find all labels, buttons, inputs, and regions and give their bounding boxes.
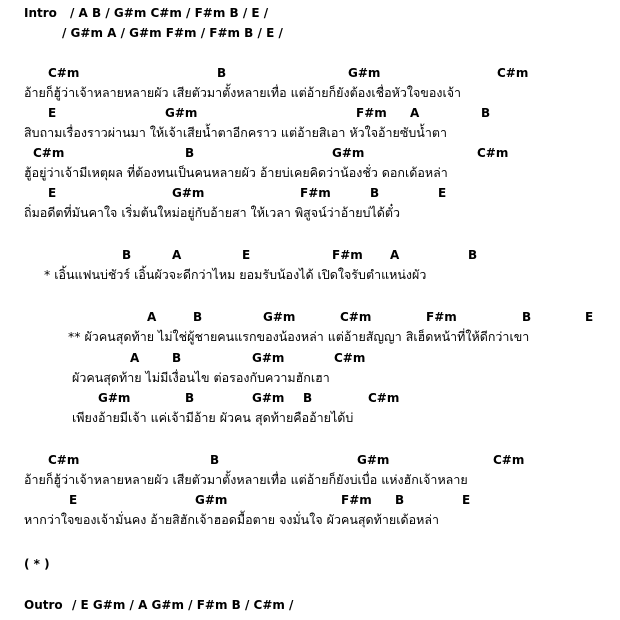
lyric-line: หากว่าใจของเจ้ามั่นคง อ้ายสิฮักเจ้าฮอดมื้อตาย จงมั่นใจ ผัวคนสุดท้ายเด้อหล่า — [24, 512, 440, 527]
chord: E — [585, 310, 594, 324]
chord: F#m — [341, 493, 372, 507]
chord: F#m — [426, 310, 457, 324]
chord: B — [185, 391, 195, 405]
chord: C#m — [33, 146, 65, 160]
intro-chords-2: / G#m A / G#m F#m / F#m B / E / — [62, 26, 283, 40]
chord: A — [390, 248, 400, 262]
chord: G#m — [252, 391, 285, 405]
chord: C#m — [48, 66, 80, 80]
chord: B — [172, 351, 182, 365]
intro-label: Intro — [24, 6, 57, 20]
chord: B — [481, 106, 491, 120]
chord: G#m — [172, 186, 205, 200]
chord: E — [242, 248, 251, 262]
chord: G#m — [263, 310, 296, 324]
chord: C#m — [334, 351, 366, 365]
lyric-line: ผัวคนสุดท้าย ไม่มีเงื่อนไข ต่อรองกับความฮักเฮา — [72, 370, 330, 385]
intro-chords-1: / A B / G#m C#m / F#m B / E / — [70, 6, 269, 20]
outro-chords: / E G#m / A G#m / F#m B / C#m / — [72, 598, 294, 612]
lyric-line: อ้ายก็ฮู้ว่าเจ้าหลายหลายผัว เสียตัวมาตั้งหลายเทื่อ แต่อ้ายก็ยังต้องเชื่อหัวใจของเจ้า — [24, 85, 462, 100]
chord: E — [438, 186, 447, 200]
lyric-line: ถิ่มอดีตที่มันคาใจ เริ่มต้นใหม่อยู่กับอ้ายสา ให้เวลา พิสูจน์ว่าอ้ายบ่ได้ตั๋ว — [24, 205, 401, 220]
chord: B — [185, 146, 195, 160]
chord: A — [410, 106, 420, 120]
chord: G#m — [357, 453, 390, 467]
chord: B — [210, 453, 220, 467]
outro-label: Outro — [24, 598, 63, 612]
chord: B — [468, 248, 478, 262]
chord: A — [130, 351, 140, 365]
chord: F#m — [300, 186, 331, 200]
chord: F#m — [356, 106, 387, 120]
chord: B — [193, 310, 203, 324]
chord: G#m — [165, 106, 198, 120]
chord: B — [303, 391, 313, 405]
chord: C#m — [497, 66, 529, 80]
chord: B — [122, 248, 132, 262]
chord: G#m — [348, 66, 381, 80]
chord: C#m — [477, 146, 509, 160]
chord: G#m — [252, 351, 285, 365]
lyric-line: * เอิ้นแฟนบ่ชัวร์ เอิ้นผัวจะดีกว่าไหม ยอมรับน้องได้ เปิดใจรับตำแหน่งผัว — [44, 267, 427, 282]
chord: C#m — [48, 453, 80, 467]
repeat-marker: ( * ) — [24, 557, 50, 571]
chord: C#m — [340, 310, 372, 324]
chord: C#m — [368, 391, 400, 405]
chord: G#m — [332, 146, 365, 160]
chord: C#m — [493, 453, 525, 467]
chord: E — [48, 186, 57, 200]
chord: B — [217, 66, 227, 80]
chord: F#m — [332, 248, 363, 262]
chord: B — [522, 310, 532, 324]
chord: E — [48, 106, 57, 120]
chord: E — [462, 493, 471, 507]
chord: B — [370, 186, 380, 200]
chord: G#m — [98, 391, 131, 405]
lyric-line: เพียงอ้ายมีเจ้า แค่เจ้ามีอ้าย ผัวคน สุดท้ายคืออ้ายได้บ่ — [72, 410, 354, 425]
chord: E — [69, 493, 78, 507]
chord: B — [395, 493, 405, 507]
lyric-line: ฮู้อยู่ว่าเจ้ามีเหตุผล ที่ต้องทนเป็นคนหลายผัว อ้ายบ่เคยคิดว่าน้องชั่ว ดอกเด้อหล่า — [24, 165, 448, 180]
lyric-line: ** ผัวคนสุดท้าย ไม่ใช่ผู้ชายคนแรกของน้องหล่า แต่อ้ายสัญญา สิเฮ็ดหน้าที่ให้ดีกว่าเขา — [68, 329, 530, 344]
chord: A — [172, 248, 182, 262]
lyric-line: อ้ายก็ฮู้ว่าเจ้าหลายหลายผัว เสียตัวมาตั้งหลายเทื่อ แต่อ้ายก็ยังบ่เบื่อ แห่งฮักเจ้าหลาย — [24, 472, 468, 487]
chord: A — [147, 310, 157, 324]
lyric-line: สิบถามเรื่องราวผ่านมา ให้เจ้าเสียน้ำตาอีกคราว แต่อ้ายสิเอา หัวใจอ้ายซับน้ำตา — [24, 125, 447, 140]
chord: G#m — [195, 493, 228, 507]
